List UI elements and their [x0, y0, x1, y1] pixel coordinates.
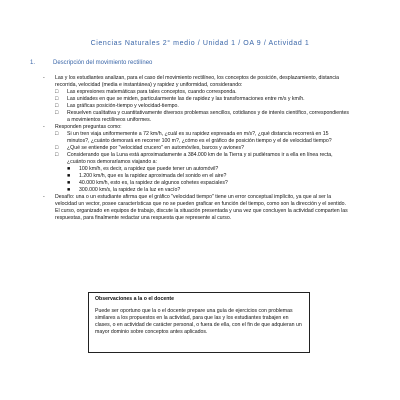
- square-bullet-icon: □: [55, 96, 59, 102]
- item-text: Las unidades en que se miden, particularmente las de rapidez y las transformaciones entre m/s y km/h.: [67, 96, 305, 102]
- list-item: [55, 96, 349, 103]
- activity-body: [43, 75, 349, 222]
- item-text: 300.000 km/s, la rapidez de la luz en vacío?: [79, 187, 181, 193]
- filled-square-bullet-icon: ■: [67, 187, 71, 193]
- item-text: Si un tren viaja uniformemente a 72 km/h, ¿cuál es su rapidez expresada en m/s?, ¿qué distancia recorrerá en 15 minutos?, ¿cuánto demorará en recorrer 100 m?, ¿cómo es el gráfico de posición tiempo y el de velocidad tiempo?: [67, 131, 332, 144]
- list-item: [55, 103, 349, 110]
- filled-square-bullet-icon: ■: [67, 173, 71, 179]
- list-item: [55, 89, 349, 96]
- square-bullet-icon: □: [55, 89, 59, 95]
- item-text: Las expresiones matemáticas para tales conceptos, cuando corresponda.: [67, 89, 237, 95]
- item-text: 100 km/h, es decir, a rapidez que puede tener un automóvil?: [79, 166, 219, 172]
- list-item: [55, 152, 349, 166]
- square-bullet-icon: □: [55, 110, 59, 116]
- dash-bullet: -: [43, 194, 45, 200]
- section-heading: [30, 60, 370, 66]
- item-text: Resuelven cualitativa y cuantitativamente diversos problemas sencillos, cotidianos y de interés científico, correspondientes a movimientos rectilíneos uniformes.: [67, 110, 349, 123]
- notes-title: Observaciones a la o el docente: [95, 296, 174, 302]
- list-item: [43, 75, 349, 89]
- notes-text: Puede ser oportuno que la o el docente prepare una guía de ejercicios con problemas similares a los propuestos en la actividad, para que las y los estudiantes trabajen en clases, o en actividad de carácter personal, o fuera de ella, con el fin de que adquieran un mayor dominio sobre conceptos antes aplicados.: [95, 308, 302, 335]
- filled-square-bullet-icon: ■: [67, 166, 71, 172]
- item-text: 1.200 km/h, que es la rapidez aproximada del sonido en el aire?: [79, 173, 227, 179]
- page-header: Ciencias Naturales 2° medio / Unidad 1 / OA 9 / Actividad 1: [90, 40, 310, 47]
- list-item: [43, 124, 349, 131]
- list-item: [67, 166, 349, 173]
- dash-bullet: -: [43, 75, 45, 81]
- item-text: Las gráficas posición-tiempo y velocidad-tiempo.: [67, 103, 179, 109]
- square-bullet-icon: □: [55, 103, 59, 109]
- teacher-notes-box: [88, 292, 310, 353]
- square-bullet-icon: □: [55, 131, 59, 137]
- item-text: 40.000 km/h, esto es, la rapidez de algunos cohetes espaciales?: [79, 180, 228, 186]
- list-item: [67, 173, 349, 180]
- list-item: [55, 131, 349, 145]
- dash-bullet: -: [43, 124, 45, 130]
- section-number: 1.: [30, 60, 36, 66]
- square-bullet-icon: □: [55, 145, 59, 151]
- list-item: [67, 180, 349, 187]
- item-text: Las y los estudiantes analizan, para el caso del movimiento rectilíneo, los conceptos de posición, desplazamiento, distancia recorrida, velocidad (media e instantánea) y rapidez y uniformidad, considerando:: [55, 75, 340, 88]
- list-item: [55, 110, 349, 124]
- list-item: [55, 145, 349, 152]
- item-text: Considerando que la Luna está aproximadamente a 384.000 km de la Tierra y si pudiéramos ir a ella en línea recta, ¿cuánto nos demoraríamos viajando a:: [67, 152, 333, 165]
- filled-square-bullet-icon: ■: [67, 180, 71, 186]
- item-text: Desafío: una o un estudiante afirma que el gráfico "velocidad tiempo" tiene un error conceptual implícito, ya que al ser la velocidad un vector, posee características que no se pueden graficar en función del tiempo, como son la dirección y el sentido. El curso, organizado en equipos de trabajo, discute la situación presentada y una vez que concluyen la actividad comparten las respuestas, para finalmente redactar una respuesta que represente al curso.: [55, 194, 348, 221]
- square-bullet-icon: □: [55, 152, 59, 158]
- item-text: Responden preguntas como:: [55, 124, 122, 130]
- list-item: [67, 187, 349, 194]
- list-item: [43, 194, 349, 222]
- section-title: Descripción del movimiento rectilíneo: [53, 60, 153, 66]
- item-text: ¿Qué se entiende por "velocidad crucero" en automóviles, barcos y aviones?: [67, 145, 244, 151]
